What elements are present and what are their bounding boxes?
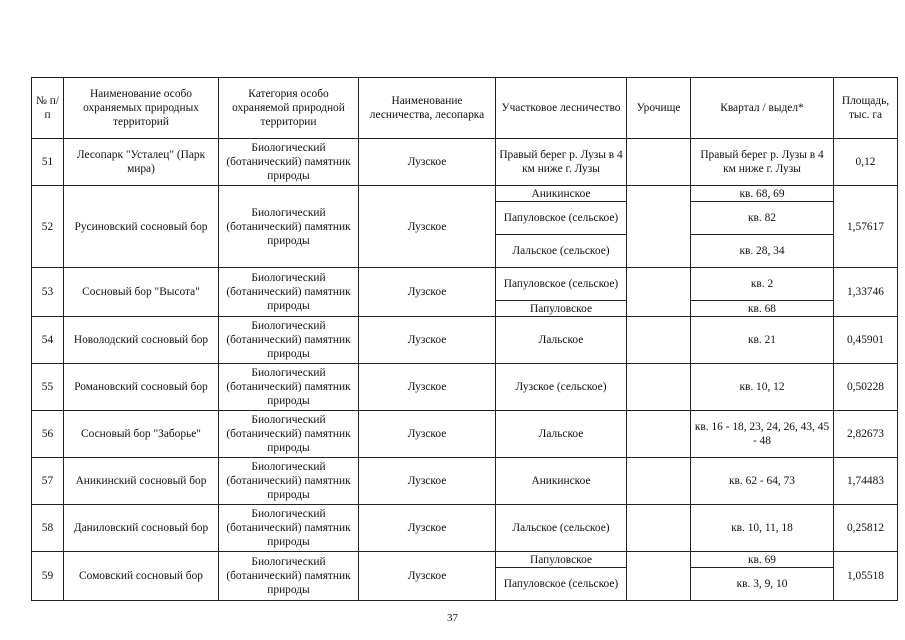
cell-quarter: кв. 10, 11, 18 <box>691 505 834 552</box>
cell-forestry: Лузское <box>359 139 496 186</box>
cell-num: 56 <box>32 411 64 458</box>
header-category: Категория особо охраняемой природной территории <box>219 78 359 139</box>
cell-num: 51 <box>32 139 64 186</box>
header-num: № п/п <box>32 78 64 139</box>
cell-quarter: Правый берег р. Лузы в 4 км ниже г. Лузы <box>691 139 834 186</box>
cell-tract <box>627 364 691 411</box>
cell-district: Папуловское (сельское) <box>496 268 627 301</box>
cell-district: Лальское <box>496 317 627 364</box>
cell-num: 52 <box>32 186 64 268</box>
cell-tract <box>627 458 691 505</box>
cell-area: 1,74483 <box>834 458 898 505</box>
page-number: 37 <box>447 612 458 624</box>
cell-tract <box>627 317 691 364</box>
cell-quarter: кв. 21 <box>691 317 834 364</box>
cell-tract <box>627 268 691 317</box>
cell-tract <box>627 411 691 458</box>
protected-areas-table <box>31 77 898 601</box>
cell-quarter: кв. 28, 34 <box>691 235 834 268</box>
cell-category: Биологический (ботанический) памятник природы <box>219 268 359 317</box>
cell-category: Биологический (ботанический) памятник природы <box>219 139 359 186</box>
cell-quarter: кв. 3, 9, 10 <box>691 568 834 601</box>
cell-quarter: кв. 16 - 18, 23, 24, 26, 43, 45 - 48 <box>691 411 834 458</box>
cell-district: Папуловское (сельское) <box>496 202 627 235</box>
cell-forestry: Лузское <box>359 186 496 268</box>
cell-quarter: кв. 62 - 64, 73 <box>691 458 834 505</box>
table-row <box>32 552 898 568</box>
cell-category: Биологический (ботанический) памятник природы <box>219 552 359 601</box>
cell-quarter: кв. 10, 12 <box>691 364 834 411</box>
cell-district: Папуловское <box>496 301 627 317</box>
cell-area: 0,50228 <box>834 364 898 411</box>
cell-name: Романовский сосновый бор <box>64 364 219 411</box>
cell-name: Сосновый бор "Заборье" <box>64 411 219 458</box>
cell-num: 55 <box>32 364 64 411</box>
table-row <box>32 364 898 411</box>
cell-district: Аникинское <box>496 186 627 202</box>
cell-district: Аникинское <box>496 458 627 505</box>
cell-area: 1,57617 <box>834 186 898 268</box>
cell-forestry: Лузское <box>359 458 496 505</box>
header-quarter: Квартал / выдел* <box>691 78 834 139</box>
table-row <box>32 139 898 186</box>
cell-quarter: кв. 2 <box>691 268 834 301</box>
cell-district: Лальское <box>496 411 627 458</box>
cell-category: Биологический (ботанический) памятник природы <box>219 505 359 552</box>
table-row <box>32 186 898 202</box>
cell-area: 0,25812 <box>834 505 898 552</box>
cell-district: Правый берег р. Лузы в 4 км ниже г. Лузы <box>496 139 627 186</box>
cell-district: Папуловское (сельское) <box>496 568 627 601</box>
header-forestry: Наименование лесничества, лесопарка <box>359 78 496 139</box>
cell-area: 2,82673 <box>834 411 898 458</box>
cell-forestry: Лузское <box>359 505 496 552</box>
cell-area: 0,45901 <box>834 317 898 364</box>
cell-district: Папуловское <box>496 552 627 568</box>
cell-quarter: кв. 68, 69 <box>691 186 834 202</box>
cell-name: Сомовский сосновый бор <box>64 552 219 601</box>
cell-quarter: кв. 69 <box>691 552 834 568</box>
cell-category: Биологический (ботанический) памятник природы <box>219 458 359 505</box>
table-row <box>32 505 898 552</box>
cell-category: Биологический (ботанический) памятник природы <box>219 364 359 411</box>
cell-num: 58 <box>32 505 64 552</box>
cell-name: Русиновский сосновый бор <box>64 186 219 268</box>
cell-num: 54 <box>32 317 64 364</box>
cell-district: Лальское (сельское) <box>496 505 627 552</box>
table-row <box>32 458 898 505</box>
cell-tract <box>627 139 691 186</box>
table-row <box>32 268 898 301</box>
header-area: Площадь, тыс. га <box>834 78 898 139</box>
cell-num: 59 <box>32 552 64 601</box>
cell-forestry: Лузское <box>359 411 496 458</box>
cell-name: Лесопарк "Усталец" (Парк мира) <box>64 139 219 186</box>
cell-forestry: Лузское <box>359 364 496 411</box>
cell-num: 53 <box>32 268 64 317</box>
cell-area: 1,33746 <box>834 268 898 317</box>
cell-area: 1,05518 <box>834 552 898 601</box>
cell-forestry: Лузское <box>359 268 496 317</box>
header-name: Наименование особо охраняемых природных территорий <box>64 78 219 139</box>
cell-num: 57 <box>32 458 64 505</box>
cell-forestry: Лузское <box>359 552 496 601</box>
cell-district: Лальское (сельское) <box>496 235 627 268</box>
table-row <box>32 411 898 458</box>
cell-category: Биологический (ботанический) памятник природы <box>219 411 359 458</box>
cell-area: 0,12 <box>834 139 898 186</box>
cell-quarter: кв. 68 <box>691 301 834 317</box>
table-row <box>32 317 898 364</box>
cell-tract <box>627 186 691 268</box>
cell-quarter: кв. 82 <box>691 202 834 235</box>
cell-tract <box>627 552 691 601</box>
cell-name: Сосновый бор "Высота" <box>64 268 219 317</box>
cell-name: Аникинский сосновый бор <box>64 458 219 505</box>
cell-category: Биологический (ботанический) памятник природы <box>219 186 359 268</box>
table-header-row <box>32 78 898 139</box>
cell-district: Лузское (сельское) <box>496 364 627 411</box>
header-tract: Урочище <box>627 78 691 139</box>
header-district: Участковое лесничество <box>496 78 627 139</box>
cell-forestry: Лузское <box>359 317 496 364</box>
cell-name: Даниловский сосновый бор <box>64 505 219 552</box>
cell-tract <box>627 505 691 552</box>
cell-category: Биологический (ботанический) памятник природы <box>219 317 359 364</box>
cell-name: Новолодский сосновый бор <box>64 317 219 364</box>
